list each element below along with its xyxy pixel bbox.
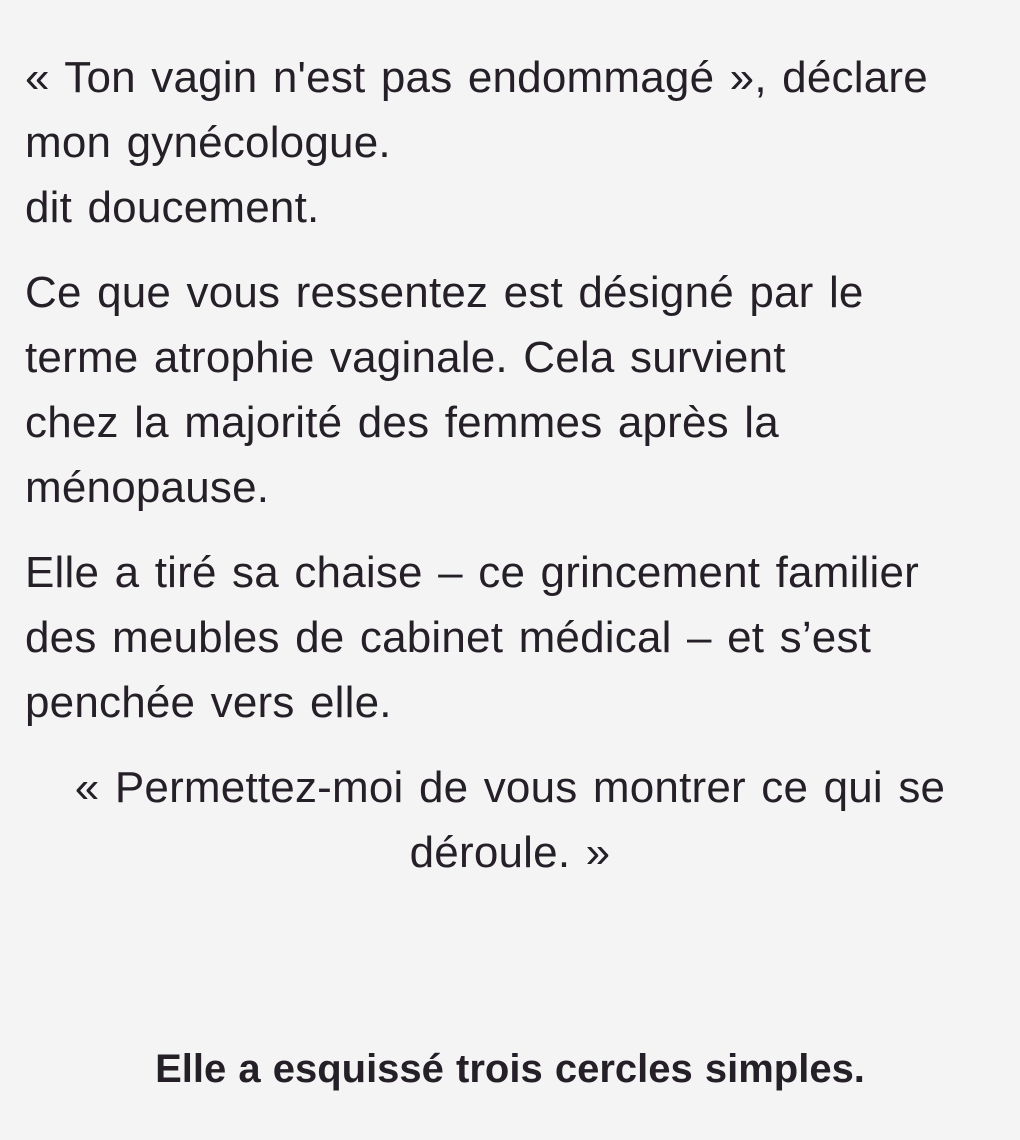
text-line: « Permettez-moi de vous montrer ce qui se bbox=[74, 763, 946, 812]
text-line: « Ton vagin n'est pas endommagé », déclare bbox=[25, 53, 928, 102]
text-line: dit doucement. bbox=[25, 183, 320, 232]
text-line: déroule. » bbox=[409, 828, 611, 877]
text-line: Elle a esquissé trois cercles simples. bbox=[155, 1047, 865, 1091]
text-line: des meubles de cabinet médical – et s’est bbox=[25, 613, 872, 662]
paragraph-narration-1 bbox=[25, 260, 995, 520]
text-line: Ce que vous ressentez est désigné par le bbox=[25, 268, 864, 317]
paragraph-dialogue-2 bbox=[25, 755, 995, 885]
text-line: Elle a tiré sa chaise – ce grincement familier bbox=[25, 548, 920, 597]
text-line: chez la majorité des femmes après la bbox=[25, 398, 779, 447]
text-line: ménopause. bbox=[25, 463, 270, 512]
paragraph-emphasis bbox=[25, 1045, 995, 1093]
paragraph-dialogue-1 bbox=[25, 45, 995, 240]
text-line: penchée vers elle. bbox=[25, 678, 392, 727]
text-line: mon gynécologue. bbox=[25, 118, 391, 167]
text-line: terme atrophie vaginale. Cela survient bbox=[25, 333, 786, 382]
paragraph-narration-2 bbox=[25, 540, 995, 735]
